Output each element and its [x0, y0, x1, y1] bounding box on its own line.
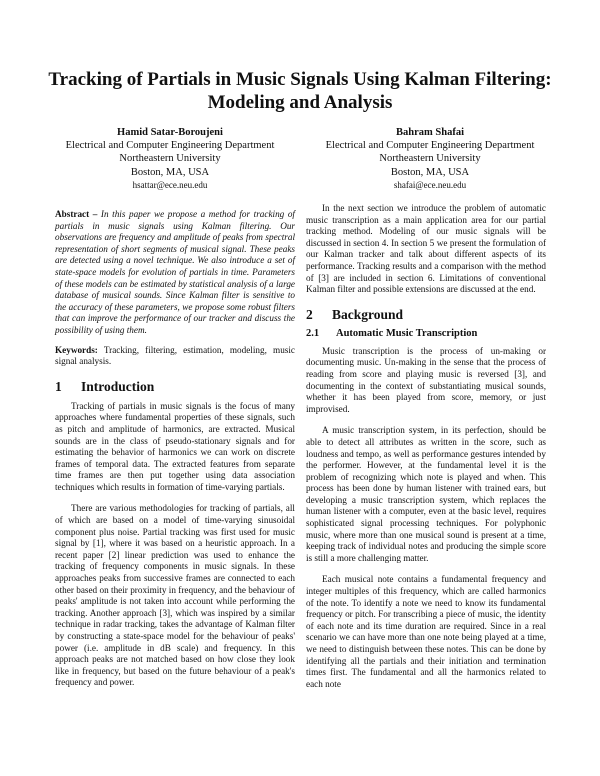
author-city: Boston, MA, USA: [390, 166, 470, 178]
author-city: Boston, MA, USA: [130, 166, 210, 178]
body-paragraph: In the next section we introduce the problem of automatic music transcription as a main application area for our partial tracking method. Modeling of our music signals will be discussed in section 4. In section 5 we present the formulation of our Kalman tracker and talk about different aspects of its performance. Tracking results and a comparison with the method of [3] are included in section 6. Limitations of conventional Kalman filter and possible extensions are discussed at the end.: [306, 203, 546, 295]
subsection-number: 2.1: [306, 327, 320, 339]
author-block-2: [305, 126, 555, 192]
author-name: Bahram Shafai: [396, 127, 464, 138]
body-paragraph: Music transcription is the process of un-making or documenting music. Un-making in the sense that the process of reading from score and playing music is reversed [3], and documenting in the context of substantiating musical sounds, whether it has been played from score, memory, or just improvised.: [306, 345, 546, 414]
author-email: hsattar@ece.neu.edu: [132, 179, 208, 190]
author-department: Electrical and Computer Engineering Department: [65, 140, 275, 152]
paper-title: Tracking of Partials in Music Signals Using Kalman Filtering: Modeling and Analysis: [48, 69, 552, 113]
author-email: shafai@ece.neu.edu: [393, 179, 467, 190]
keywords-text: Tracking, filtering, estimation, modeling, music signal analysis.: [55, 344, 295, 367]
author-university: Northeastern University: [379, 153, 481, 165]
body-paragraph: A music transcription system, in its perfection, should be able to detect all attributes as written in the score, such as loudness and tempo, as well as performance gestures intended by the performer. However, at the fundamental level it is the problem of recognizing which note is played and when. This process has been done by human listener with trained ears, but developing a music transcription system, which replaces the human listener with a computer, even at the basic level, requires sophisticated signal processing techniques. For polyphonic music, where more than one musical sound is present at a time, keeping track of individual notes and producing the simple score is still a more challenging matter.: [306, 425, 546, 563]
author-block-1: [45, 126, 295, 192]
subsection-heading: [306, 327, 546, 340]
section-title: Introduction: [81, 378, 155, 394]
author-department: Electrical and Computer Engineering Department: [325, 140, 535, 152]
author-name: Hamid Satar-Boroujeni: [117, 127, 223, 138]
author-university: Northeastern University: [119, 153, 221, 165]
body-paragraph: Tracking of partials in music signals is the focus of many approaches where fundamental properties of these signals, such as pitch and amplitude of harmonics, are extracted. Musical sounds are in the class of pseudo-stationary signals and for estimating the behavior of harmonics we can work on discrete frames of temporal data. The extracted features from separate time frames are then put together using data association techniques which results in formation of time-varying partials.: [55, 400, 295, 492]
section-number: 1: [55, 378, 62, 394]
body-paragraph: Each musical note contains a fundamental frequency and integer multiples of this frequency, which are called harmonics of the note. To identify a note we need to know its fundamental frequency or pitch. For transcribing a piece of music, the identity of each note and its time duration are required. Since in a real scenario we can have more than one note being played at a time, we need to distinguish between these notes. This can be done by identifying all the partials and their initiation and termination times first. The fundamental and all the harmonics related to each note: [306, 574, 546, 689]
section-title: Background: [332, 306, 404, 322]
keywords-label: Keywords:: [55, 344, 98, 355]
section-heading-introduction: [55, 378, 295, 395]
abstract-label: Abstract –: [55, 209, 98, 219]
body-paragraph: There are various methodologies for tracking of partials, all of which are based on a model of time-varying sinusoidal component plus noise. Partial tracking was first used for music signal by [1], where it was based on a heuristic approach. In a recent paper [2] linear prediction was used to enhance the tracking of frequency components in music signals. In these approaches peaks from successive frames are connected to each other based on their proximity in frequency, and the behaviour of peaks' amplitude is not taken into account while performing the tracking. Another approach [3], which was inspired by a similar technique in radar tracking, takes the advantage of Kalman filter by constructing a state-space model for the behaviour of peaks' power (i.e. amplitude in dB scale) and frequency. In this approach peaks are not matched based on how close they look like in frequency, but based on the future behaviour of a peak's frequency and power.: [55, 503, 295, 688]
left-column: [55, 209, 295, 689]
abstract-text: In this paper we propose a method for tracking of partials in music signals using Kalman filtering. Our observations are frequency and amplitude of peaks from spectral representation of short segments of musical signal. These peaks are detected using a novel technique. We also introduce a set of state-space models for evolution of partials in time. Parameters of these models can be estimated by statistical analysis of a large database of musical sounds. Since Kalman filter is sensitive to the accuracy of these parameters, we propose some robust filters that can improve the performance of our tracker and discuss the possibility of using them.: [55, 209, 295, 335]
section-number: 2: [306, 306, 313, 322]
abstract: [55, 209, 295, 337]
section-heading-background: [306, 306, 546, 323]
subsection-title: Automatic Music Transcription: [336, 327, 478, 339]
right-column: [306, 203, 546, 690]
keywords: [55, 345, 295, 368]
